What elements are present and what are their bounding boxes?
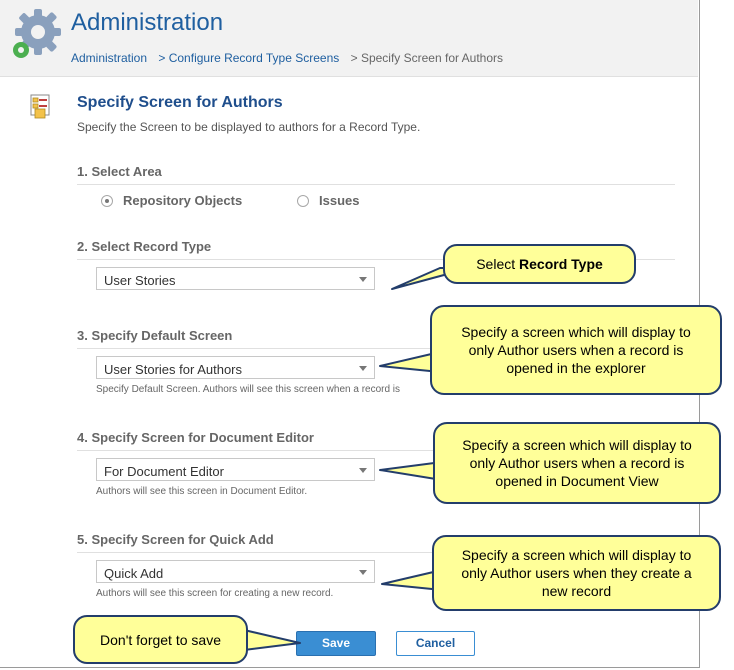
quick-add-hint: Authors will see this screen for creating a new record. bbox=[96, 588, 334, 599]
document-editor-select[interactable] bbox=[96, 458, 375, 481]
callout-default-screen: Specify a screen which will display to only Author users when a record is opened in the explorer bbox=[430, 305, 722, 395]
radio-label-issues: Issues bbox=[319, 193, 360, 208]
app-title: Administration bbox=[71, 9, 224, 36]
document-editor-hint: Authors will see this screen in Document Editor. bbox=[96, 486, 308, 497]
radio-unselected-indicator bbox=[297, 195, 309, 207]
quick-add-select[interactable] bbox=[96, 560, 375, 583]
cancel-button[interactable]: Cancel bbox=[396, 631, 475, 656]
callout-document-editor: Specify a screen which will display to only Author users when a record is opened in Document View bbox=[433, 422, 721, 504]
chevron-down-icon bbox=[359, 366, 367, 371]
breadcrumb bbox=[71, 51, 503, 65]
callout-record-type-prefix: Select bbox=[476, 256, 520, 272]
breadcrumb-configure-record-type-screens[interactable]: > Configure Record Type Screens bbox=[158, 51, 340, 65]
document-editor-value: For Document Editor bbox=[104, 464, 224, 479]
callout-record-type-bold: Record Type bbox=[519, 256, 603, 272]
section-title-quick-add: 5. Specify Screen for Quick Add bbox=[77, 532, 675, 553]
radio-selected-indicator bbox=[101, 195, 113, 207]
callout-save-reminder: Don't forget to save bbox=[73, 615, 248, 664]
page-title: Specify Screen for Authors bbox=[77, 94, 283, 111]
chevron-down-icon bbox=[359, 277, 367, 282]
chevron-down-icon bbox=[359, 570, 367, 575]
radio-repository-objects[interactable] bbox=[101, 193, 242, 208]
save-button[interactable]: Save bbox=[296, 631, 376, 656]
section-title-record-type: 2. Select Record Type bbox=[77, 239, 675, 260]
radio-label-repository-objects: Repository Objects bbox=[123, 193, 243, 208]
section-title-document-editor: 4. Specify Screen for Document Editor bbox=[77, 430, 675, 451]
callout-select-record-type bbox=[443, 244, 636, 284]
default-screen-value: User Stories for Authors bbox=[104, 362, 242, 377]
section-title-default-screen: 3. Specify Default Screen bbox=[77, 328, 675, 349]
callout-quick-add: Specify a screen which will display to only Author users when they create a new record bbox=[432, 535, 721, 611]
section-title-select-area: 1. Select Area bbox=[77, 164, 675, 185]
breadcrumb-administration[interactable]: Administration bbox=[71, 51, 148, 65]
screen-config-icon bbox=[30, 94, 52, 120]
radio-issues[interactable] bbox=[297, 193, 359, 208]
breadcrumb-current: > Specify Screen for Authors bbox=[350, 51, 504, 65]
record-type-value: User Stories bbox=[104, 273, 176, 288]
default-screen-hint: Specify Default Screen. Authors will see this screen when a record is bbox=[96, 384, 401, 395]
chevron-down-icon bbox=[359, 468, 367, 473]
quick-add-value: Quick Add bbox=[104, 566, 164, 581]
default-screen-select[interactable] bbox=[96, 356, 375, 379]
page-description: Specify the Screen to be displayed to authors for a Record Type. bbox=[77, 120, 421, 134]
gear-icon bbox=[8, 6, 64, 62]
record-type-select[interactable] bbox=[96, 267, 375, 290]
